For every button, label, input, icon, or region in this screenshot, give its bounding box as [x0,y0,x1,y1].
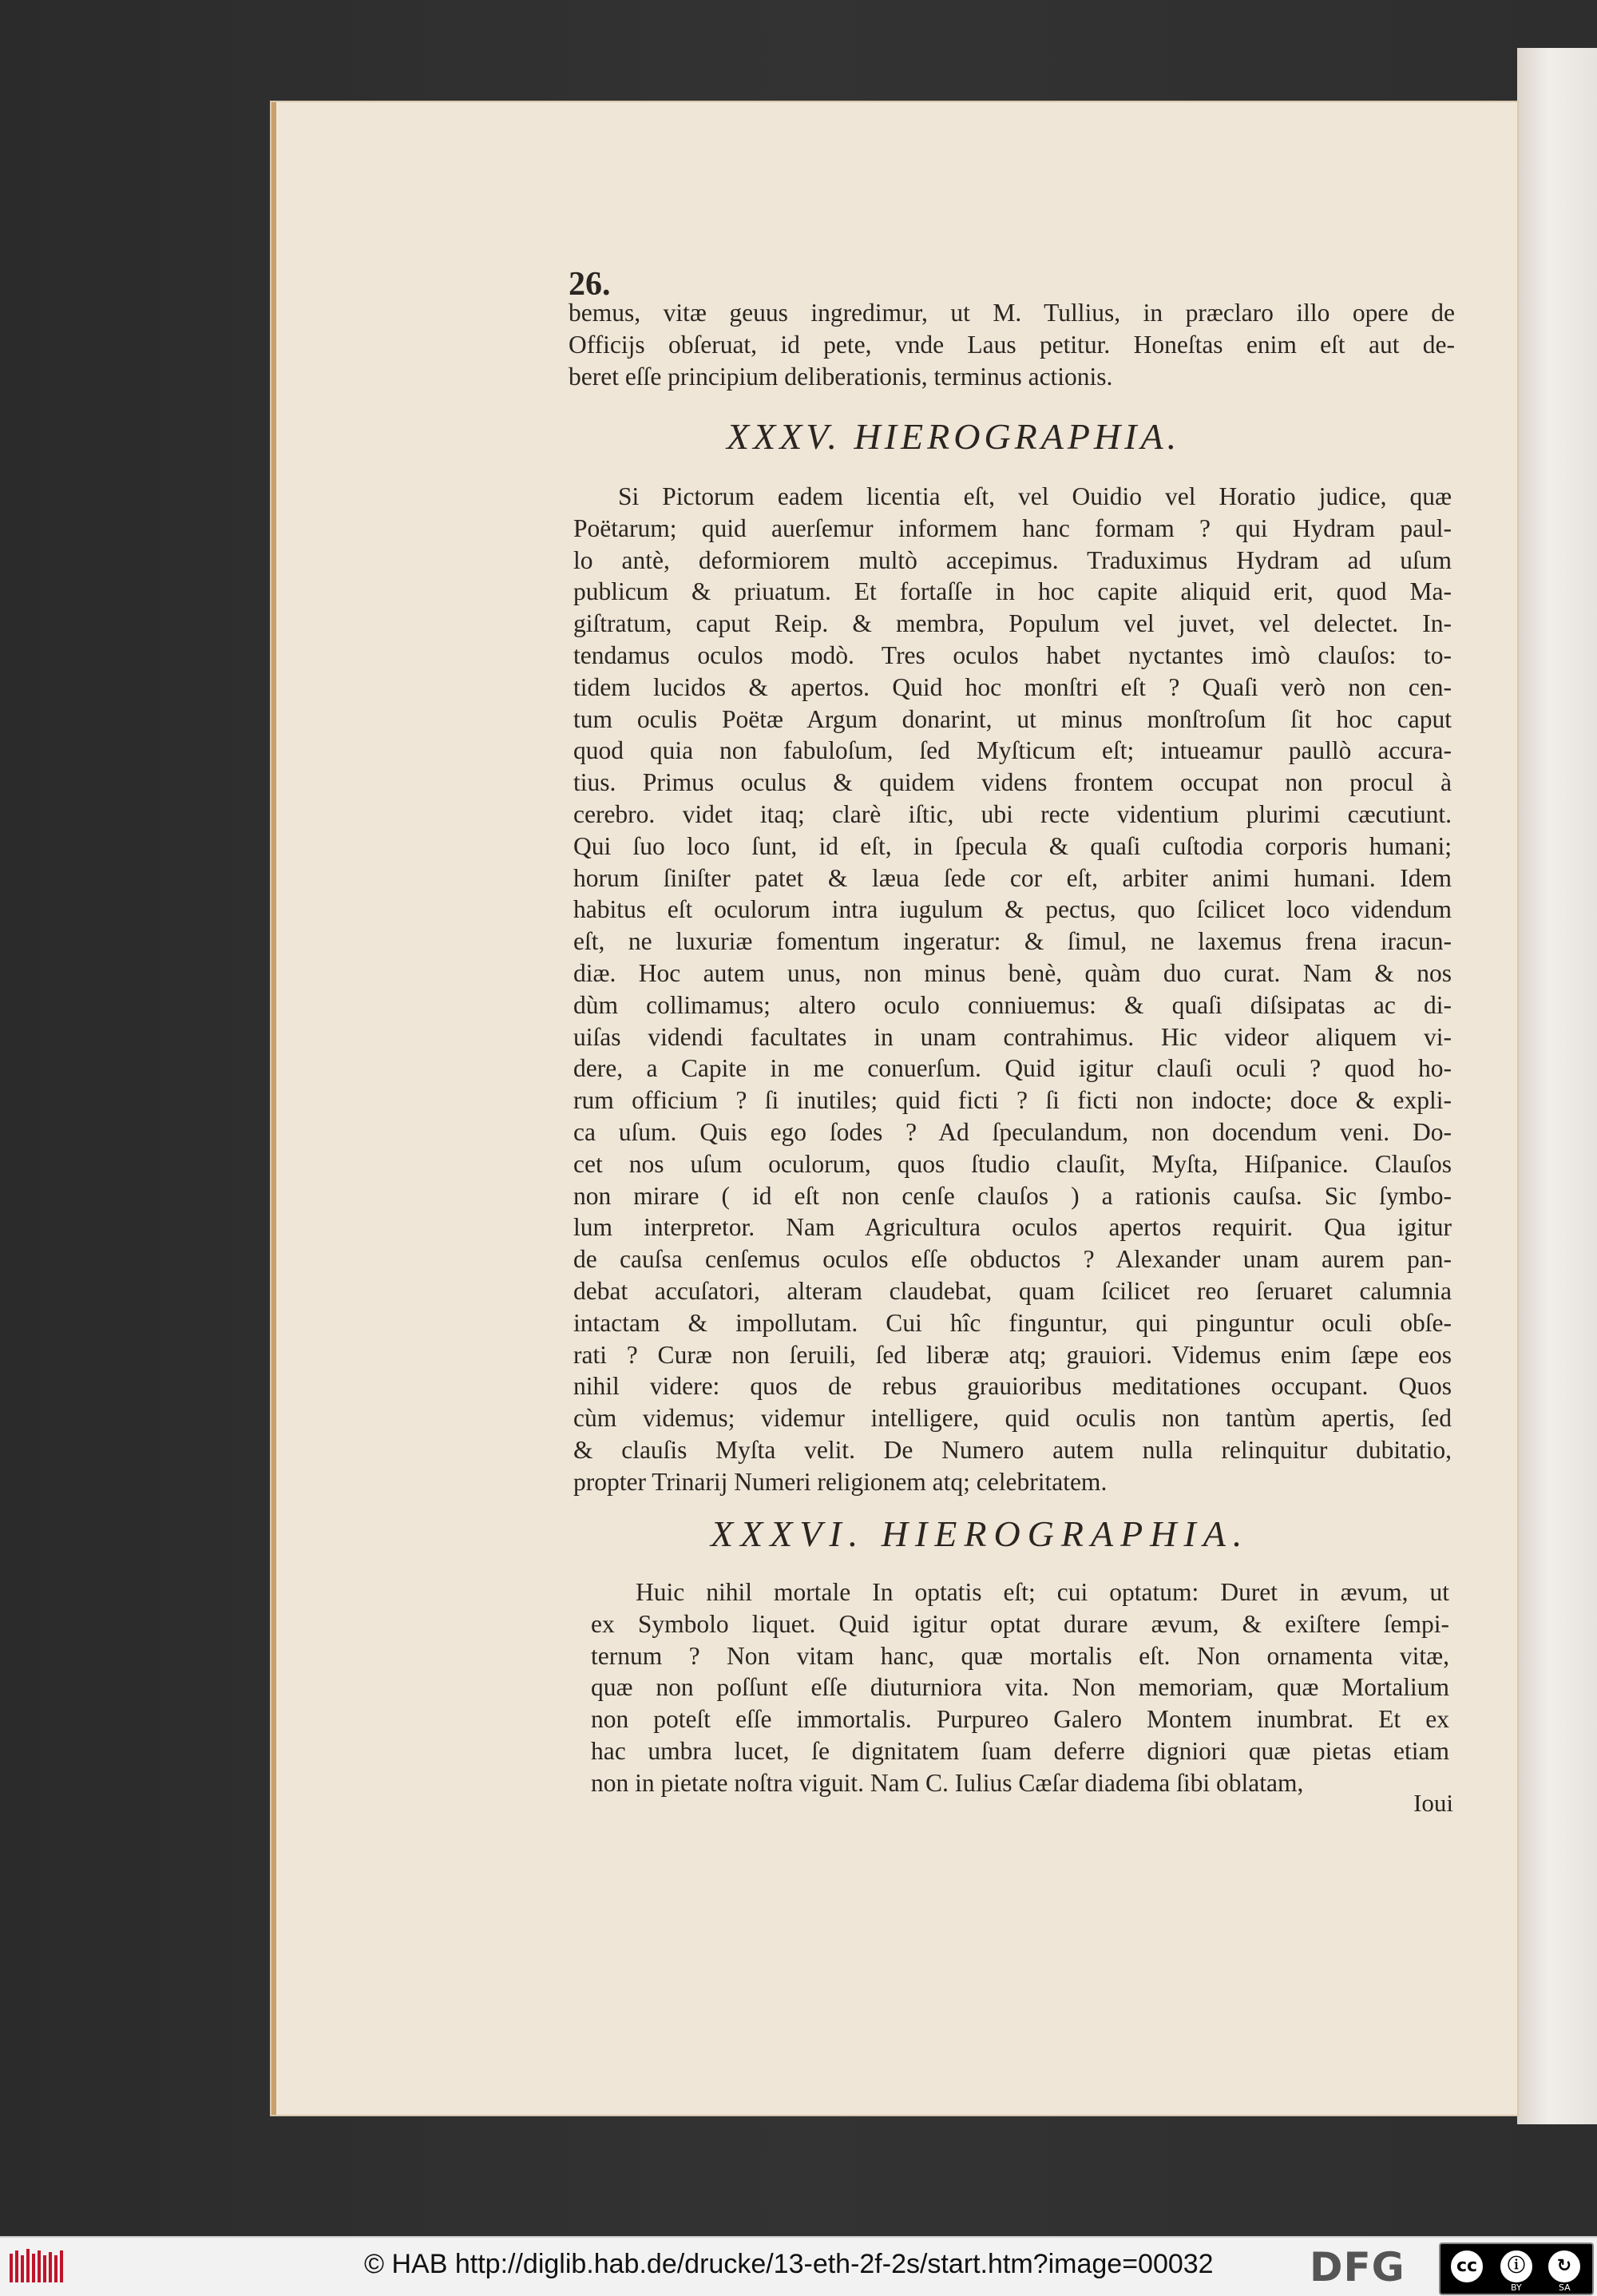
next-page-edge [1517,48,1597,2124]
text-line: rati ? Curæ non ſeruili, ſed liberæ atq; grauiori. Videmus enim ſæpe eos [573,1340,1452,1369]
text-line: nihil videre: quos de rebus grauioribus meditationes occupant. Quos [573,1372,1452,1401]
text-line: rum officium ? ſi inutiles; quid ficti ? ſi ficti non indocte; doce & expli- [573,1086,1452,1115]
text-line: horum ſiniſter patet & læua ſede cor eſt, arbiter animi humani. Idem [573,863,1452,892]
text-line: lum interpretor. Nam Agricultura oculos apertos requirit. Qua igitur [573,1213,1452,1242]
dfg-logo: DFG [1310,2244,1405,2290]
text-line: tius. Primus oculus & quidem videns frontem occupat non procul à [573,768,1452,797]
cc-sa-label: SA [1559,2282,1571,2293]
text-line: ca uſum. Quis ego ſodes ? Ad ſpeculandum, non docendum veni. Do- [573,1117,1452,1146]
text-line: non in pietate noſtra viguit. Nam C. Iulius Cæſar diadema ſibi oblatam, [591,1768,1304,1797]
paragraph-xxxvi [591,1576,1449,1799]
hab-logo-icon [8,2247,65,2286]
section-heading-xxxvi: XXXVI. HIEROGRAPHIA. [711,1513,1250,1554]
section-heading-xxxv: XXXV. HIEROGRAPHIA. [727,416,1181,457]
text-line: quæ non poſſunt eſſe diuturniora vita. Non memoriam, quæ Mortalium [591,1673,1449,1702]
text-line: & clauſis Myſta velit. De Numero autem nulla relinquitur dubitatio, [573,1435,1452,1464]
text-line: intactam & impollutam. Cui hîc finguntur, qui pinguntur oculi obſe- [573,1308,1452,1337]
cc-license-badge[interactable] [1439,2242,1594,2295]
share-alike-icon: ↻ [1546,2248,1583,2285]
text-line: giſtratum, caput Reip. & membra, Populum vel juvet, vel delectet. In- [573,609,1452,638]
text-line: habitus eſt oculorum intra iugulum & pectus, quo ſcilicet loco videndum [573,895,1452,924]
text-line: Officijs obſeruat, id pete, vnde Laus petitur. Honeſtas enim eſt aut de- [569,330,1455,359]
text-line: lo antè, deformiorem multò accepimus. Traduximus Hydram ad uſum [573,545,1452,574]
text-line: bemus, vitæ geuus ingredimur, ut M. Tullius, in præclaro illo opere de [569,299,1455,327]
text-line: uiſas videndi facultates in unam contrahimus. Hic videor aliquem vi- [573,1022,1452,1051]
paragraph-xxxv [573,481,1452,1498]
text-line: cet nos uſum oculorum, quos ſtudio clauſit, Myſta, Hiſpanice. Clauſos [573,1149,1452,1178]
cc-icon: cc [1448,2248,1485,2285]
text-line: cùm videmus; videmur intelligere, quid oculis non tantùm apertis, ſed [573,1404,1452,1433]
paragraph-intro [569,297,1455,392]
text-line: quod quia non fabuloſum, ſed Myſticum eſt; intueamur paullò accura- [573,736,1452,765]
text-line: tendamus oculos modò. Tres oculos habet nyctantes imò clauſos: to- [573,640,1452,669]
text-line: hac umbra lucet, ſe dignitatem ſuam deferre digniori quæ pietas etiam [591,1736,1449,1765]
text-line: ex Symbolo liquet. Quid igitur optat durare ævum, & exiſtere ſempi- [591,1609,1449,1638]
text-line: debat accuſatori, alteram claudebat, quam ſcilicet reo ſeruaret calumnia [573,1276,1452,1305]
text-line: diæ. Hoc autem unus, non minus benè, quàm duo curat. Nam & nos [573,958,1452,987]
text-line: eſt, ne luxuriæ fomentum ingeratur: & ſimul, ne laxemus frena iracun- [573,927,1452,956]
text-line: de cauſsa cenſemus oculos eſſe obductos ? Alexander unam aurem pan- [573,1245,1452,1274]
page-number: 26. [569,266,611,303]
cc-by-label: BY [1511,2282,1522,2293]
text-line: Si Pictorum eadem licentia eſt, vel Ouidio vel Horatio judice, quæ [618,482,1452,510]
text-line: Poëtarum; quid auerſemur informem hanc formam ? qui Hydram paul- [573,514,1452,542]
text-line: non mirare ( id eſt non cenſe clauſos ) a rationis cauſsa. Sic ſymbo- [573,1181,1452,1210]
catchword: Ioui [1413,1789,1453,1817]
source-link[interactable]: © HAB http://diglib.hab.de/drucke/13-eth-2f-2s/start.htm?image=00032 [364,2249,1214,2279]
text-line: beret eſſe principium deliberationis, terminus actionis. [569,362,1113,391]
text-line: tum oculis Poëtæ Argum donarint, ut minus monſtroſum ſit hoc caput [573,704,1452,733]
text-line: Qui ſuo loco ſunt, id eſt, in ſpecula & quaſi cuſtodia corporis humani; [573,831,1452,860]
text-line: dere, a Capite in me conuerſum. Quid igitur clauſi oculi ? quod ho- [573,1054,1452,1083]
viewer-footer [0,2236,1597,2296]
text-line: tidem lucidos & apertos. Quid hoc monſtri eſt ? Quaſi verò non cen- [573,672,1452,701]
attribution-icon: ⓘ [1498,2248,1535,2285]
text-line: propter Trinarij Numeri religionem atq; celebritatem. [573,1467,1108,1496]
text-line: dùm collimamus; altero oculo conniuemus: & quaſi diſsipatas ac di- [573,990,1452,1019]
text-line: publicum & priuatum. Et fortaſſe in hoc capite aliquid erit, quod Ma- [573,577,1452,606]
text-line: Huic nihil mortale In optatis eſt; cui optatum: Duret in ævum, ut [636,1578,1449,1606]
text-line: ternum ? Non vitam hanc, quæ mortalis eſt. Non ornamenta vitæ, [591,1641,1449,1670]
text-line: non poteſt eſſe immortalis. Purpureo Galero Montem inumbrat. Et ex [591,1705,1449,1734]
text-line: cerebro. videt itaq; clarè iſtic, ubi recte videntium plurimi cæcutiunt. [573,799,1452,828]
